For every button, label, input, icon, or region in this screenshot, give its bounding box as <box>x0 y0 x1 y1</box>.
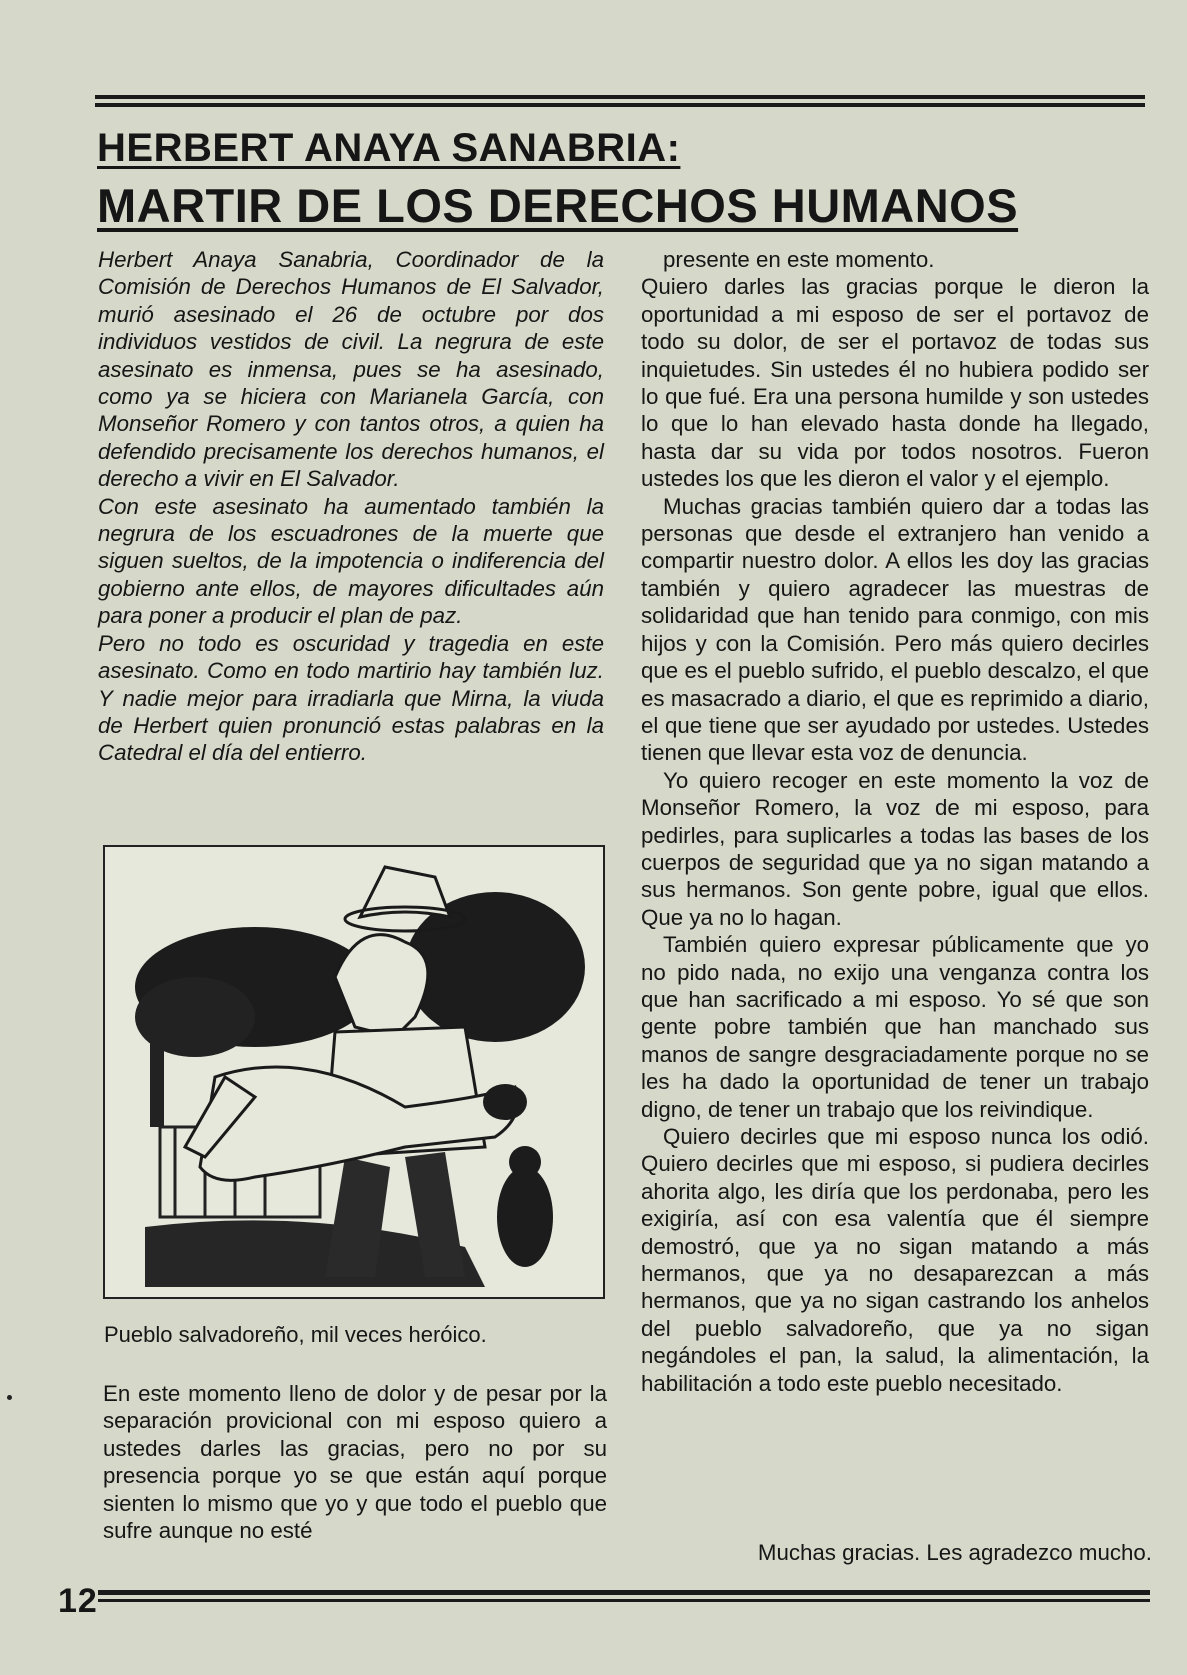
intro-paragraph: Herbert Anaya Sanabria, Coordinador de la Comisión de Derechos Humanos de El Salvador, murió asesinado el 26 de octubre por dos individuos vestidos de civil. La negrura de este asesinato es inmensa, pues se ha asesinado, como ya se hiciera con Marianela García, con Monseñor Romero y con tantos otros, a quien ha defendido precisamente los derechos humanos, el derecho a vivir en El Salvador. <box>98 247 604 492</box>
speech-right-column <box>641 246 1149 1397</box>
speech-left-column <box>103 1380 607 1544</box>
speech-paragraph: Quiero darles las gracias porque le dieron la oportunidad a mi esposo de ser el portavoz de todo su dolor, de ser el portavoz de todas sus inquietudes. Sin ustedes él no hubiera podido ser lo que fué. Era una persona humilde y son ustedes lo que lo han elevado hasta donde ha llegado, hasta dar su vida por todos nosotros. Fueron ustedes los que les dieron el valor y el ejemplo. <box>641 274 1149 492</box>
speech-paragraph: presente en este momento. <box>663 247 935 272</box>
speech-paragraph: Quiero decirles que mi esposo nunca los odió. Quiero decirles que mi esposo, si pudiera decirles ahorita algo, les diría que los perdonaba, pero les exigiría, así con esa valentía que él siempre demostró, que ya no sigan matando a más hermanos, que ya no desaparezcan a más hermanos, que ya no sigan castrando los anhelos del pueblo salvadoreño, que ya no sigan negándoles el pan, la salud, la alimentación, la habilitación a todo este pueblo necesitado. <box>641 1124 1149 1396</box>
top-double-rule <box>95 95 1145 107</box>
speech-paragraph: En este momento lleno de dolor y de pesar por la separación provicional con mi esposo quiero a ustedes darles las gracias, pero no por su presencia porque yo se que están aquí porque sienten lo mismo que yo y que todo el pueblo que sufre aunque no esté <box>103 1381 607 1544</box>
page-number: 12 <box>58 1582 98 1620</box>
intro-column <box>98 246 604 767</box>
intro-paragraph: Con este asesinato ha aumentado también la negrura de los escuadrones de la muerte que siguen sueltos, de la impotencia o indiferencia del gobierno ante ellos, de mayores dificultades aún para poner a producir el plan de paz. <box>98 493 604 629</box>
bottom-double-rule <box>98 1590 1150 1602</box>
speech-paragraph: También quiero expresar públicamente que yo no pido nada, no exijo una venganza contra los que han sacrificado a mi esposo. Yo sé que son gente pobre también que han manchado sus manos de sangre desgraciadamente porque no se les ha dado la oportunidad de tener un trabajo digno, de tener un trabajo que los reivindique. <box>641 932 1149 1122</box>
pieta-drawing <box>105 847 603 1297</box>
illustration <box>103 845 605 1299</box>
signoff: Muchas gracias. Les agradezco mucho. <box>757 1540 1152 1565</box>
article-headline: MARTIR DE LOS DERECHOS HUMANOS <box>97 179 1019 232</box>
article-kicker: HERBERT ANAYA SANABRIA: <box>97 126 681 170</box>
intro-paragraph: Pero no todo es oscuridad y tragedia en este asesinato. Como en todo martirio hay también luz. Y nadie mejor para irradiarla que Mirna, la viuda de Herbert quien pronunció estas palabras en la Catedral el día del entierro. <box>98 630 604 766</box>
figure-caption: Pueblo salvadoreño, mil veces heróico. <box>104 1322 487 1347</box>
speech-paragraph: Muchas gracias también quiero dar a todas las personas que desde el extranjero han venido a compartir nuestro dolor. A ellos les doy las gracias también y quiero agradecer las muestras de solidaridad que han tenido para conmigo, con mis hijos y con la Comisión. Pero más quiero decirles que es el pueblo sufrido, el pueblo descalzo, el que es masacrado a diario, el que es reprimido a diario, el que tiene que ser ayudado por ustedes. Ustedes tienen que llevar esta voz de denuncia. <box>641 493 1149 766</box>
speech-paragraph: Yo quiero recoger en este momento la voz de Monseñor Romero, la voz de mi esposo, para pedirles, para suplicarles a todas las bases de los cuerpos de seguridad que ya no sigan matando a sus hermanos. Son gente pobre, igual que ellos. Que ya no lo hagan. <box>641 767 1149 930</box>
margin-dot <box>7 1395 12 1400</box>
